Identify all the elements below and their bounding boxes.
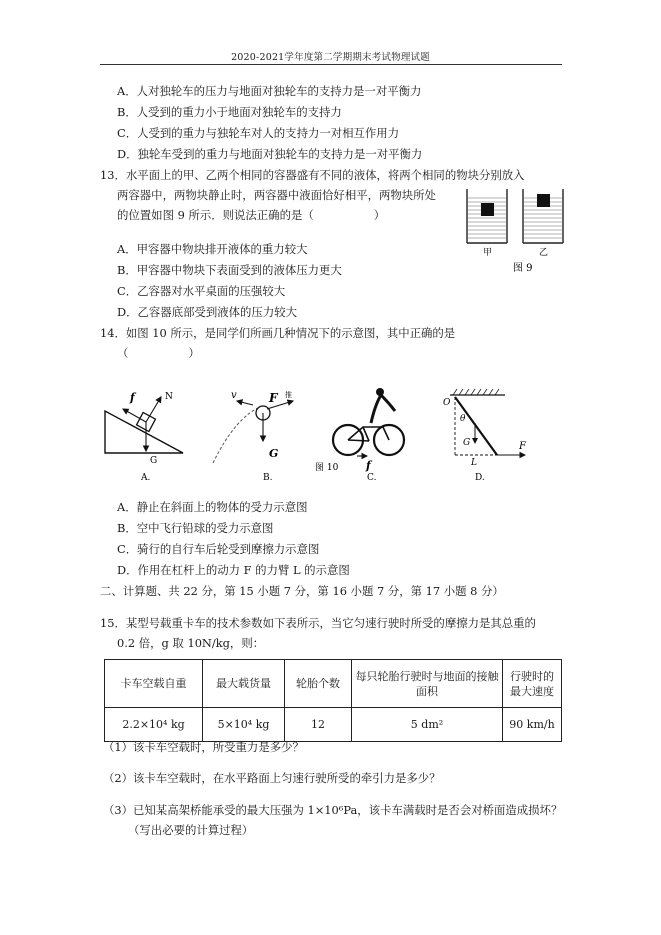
table-cell: 90 km/h: [503, 708, 562, 742]
q14-option-b: B．空中飞行铅球的受力示意图: [117, 521, 274, 535]
svg-text:f: f: [130, 391, 135, 404]
figure-c-bicycle: [315, 388, 404, 483]
block-yi: [537, 194, 550, 207]
q15-sub1: （1）该卡车空载时，所受重力是多少？: [103, 740, 304, 754]
table-header-cell: 卡车空载自重: [105, 660, 203, 708]
svg-text:G: G: [150, 456, 158, 466]
svg-text:L: L: [471, 458, 477, 468]
table-header-cell: 轮胎个数: [285, 660, 352, 708]
q14-paren-close: ）: [188, 346, 200, 360]
q12-option-d: D．独轮车受到的重力与地面对独轮车的支持力是一对平衡力: [117, 147, 423, 161]
q13-option-d: D．乙容器底部受到液体的压力较大: [117, 305, 297, 319]
truck-spec-table: [104, 659, 562, 742]
q13-option-c: C．乙容器对水平桌面的压强较大: [117, 284, 286, 298]
figure-9-caption: 图 9: [513, 263, 533, 274]
q15-sub2: （2）该卡车空载时，在水平路面上匀速行驶所受的牵引力是多少？: [103, 771, 441, 785]
table-header-cell: 每只轮胎行驶时与地面的接触面积: [352, 660, 503, 708]
table-header-row: [105, 660, 562, 708]
q13-line2: 两容器中，两物块静止时，两容器中液面恰好相平，两物块所处: [117, 188, 436, 202]
q12-option-a: A．人对独轮车的压力与地面对独轮车的支持力是一对平衡力: [117, 84, 422, 98]
svg-text:G: G: [463, 438, 471, 448]
svg-text:B.: B.: [263, 473, 273, 483]
header-rule: [100, 64, 562, 65]
q13-option-b: B．甲容器中物块下表面受到的液体压力更大: [117, 263, 342, 277]
svg-text:C.: C.: [367, 473, 377, 483]
q13-paren-close: ）: [373, 208, 386, 222]
q14-line2: [117, 346, 200, 361]
table-cell: 5×10⁴ kg: [203, 708, 285, 742]
q13-line3: [117, 208, 385, 223]
figure-10: [95, 383, 545, 488]
svg-text:O: O: [443, 398, 451, 408]
figure-b-shot-put: [213, 390, 293, 483]
svg-text:v: v: [231, 390, 237, 401]
table-header-cell: 最大载货量: [203, 660, 285, 708]
table-cell: 12: [285, 708, 352, 742]
figure-9: [455, 185, 575, 280]
q14-line1: 14．如图 10 所示，是同学们所画几种情况下的示意图，其中正确的是: [100, 326, 456, 340]
svg-text:F: F: [269, 391, 278, 405]
svg-text:图 10: 图 10: [315, 463, 339, 473]
svg-text:F: F: [519, 441, 526, 452]
q14-paren-open: （: [117, 346, 129, 360]
label-yi: 乙: [539, 248, 549, 258]
q15-line1: 15．某型号载重卡车的技术参数如下表所示，当它匀速行驶时所受的摩擦力是其总重的: [100, 616, 536, 630]
svg-text:N: N: [165, 392, 173, 402]
q12-option-b: B．人受到的重力小于地面对独轮车的支持力: [117, 105, 342, 119]
q13-stem: 的位置如图 9 所示．则说法正确的是（: [117, 208, 314, 222]
figure-a-incline: [105, 391, 183, 483]
section-2-title: 二、计算题、共 22 分，第 15 小题 7 分，第 16 小题 7 分，第 17 小题 8 分）: [100, 584, 504, 598]
block-jia: [481, 203, 494, 216]
table-cell: 5 dm²: [352, 708, 503, 742]
q13-option-a: A．甲容器中物块排开液体的重力较大: [117, 242, 308, 256]
label-jia: 甲: [483, 248, 493, 258]
q12-option-c: C．人受到的重力与独轮车对人的支持力一对相互作用力: [117, 126, 400, 140]
q13-line1: 13．水平面上的甲、乙两个相同的容器盛有不同的液体，将两个相同的物块分别放入: [100, 168, 525, 182]
svg-text:θ: θ: [460, 414, 466, 424]
figure-d-lever: [443, 389, 527, 483]
table-header-cell: 行驶时的最大速度: [503, 660, 562, 708]
q15-line2: 0.2 倍，g 取 10N/kg，则：: [117, 636, 265, 650]
svg-text:f: f: [366, 459, 371, 472]
q14-option-c: C．骑行的自行车后轮受到摩擦力示意图: [117, 542, 320, 556]
svg-text:D.: D.: [475, 473, 485, 483]
table-row: [105, 708, 562, 742]
container-yi: [523, 189, 563, 243]
svg-text:G: G: [269, 447, 279, 460]
table-cell: 2.2×10⁴ kg: [105, 708, 203, 742]
svg-text:推: 推: [285, 391, 292, 399]
q14-option-a: A．静止在斜面上的物体的受力示意图: [117, 500, 308, 514]
page-header: 2020-2021学年度第二学期期末考试物理试题: [231, 52, 430, 63]
svg-text:A.: A.: [141, 473, 151, 483]
container-jia: [467, 189, 507, 243]
q15-sub3-note: （写出必要的计算过程）: [128, 823, 254, 837]
q15-sub3: （3）已知某高架桥能承受的最大压强为 1×10⁶Pa，该卡车满载时是否会对桥面造成损坏？: [103, 803, 563, 817]
q14-option-d: D．作用在杠杆上的动力 F 的力臂 L 的示意图: [117, 563, 350, 577]
